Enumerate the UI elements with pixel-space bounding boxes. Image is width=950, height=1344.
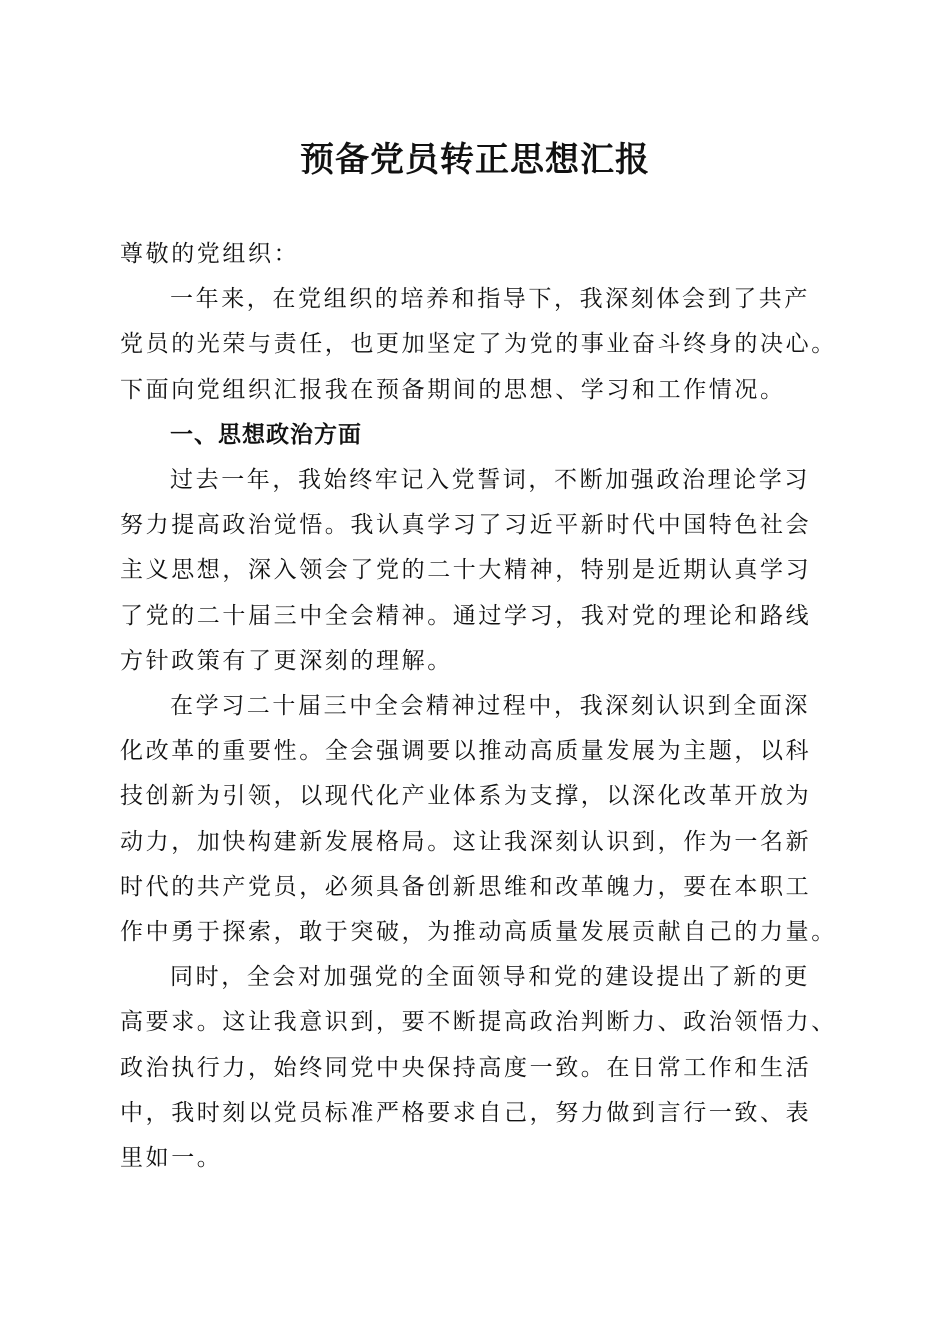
document-body [120, 232, 840, 1181]
salutation-line: 尊敬的党组织： [120, 241, 300, 267]
text-line: 化改革的重要性。全会强调要以推动高质量发展为主题，以科 [120, 738, 812, 765]
text-line: 努力提高政治觉悟。我认真学习了习近平新时代中国特色社会 [120, 512, 812, 539]
text-line: 中，我时刻以党员标准严格要求自己，努力做到言行一致、表 [120, 1099, 812, 1126]
text-line: 作中勇于探索，敢于突破，为推动高质量发展贡献自己的力量。 [120, 919, 837, 946]
text-line: 技创新为引领，以现代化产业体系为支撑，以深化改革开放为 [120, 783, 812, 810]
text-line: 动力，加快构建新发展格局。这让我深刻认识到，作为一名新 [120, 828, 812, 855]
section-heading [120, 413, 840, 458]
text-line: 过去一年，我始终牢记入党誓词，不断加强政治理论学习 [170, 467, 810, 494]
text-line: 党员的光荣与责任，也更加坚定了为党的事业奋斗终身的决心。 [120, 331, 837, 358]
text-line: 一年来，在党组织的培养和指导下，我深刻体会到了共产 [170, 286, 810, 313]
text-line: 下面向党组织汇报我在预备期间的思想、学习和工作情况。 [120, 376, 786, 403]
paragraph-3 [120, 955, 840, 1181]
text-line: 方针政策有了更深刻的理解。 [120, 647, 453, 674]
section-heading-text: 一、思想政治方面 [170, 421, 362, 448]
text-line: 了党的二十届三中全会精神。通过学习，我对党的理论和路线 [120, 602, 812, 629]
text-line: 主义思想，深入领会了党的二十大精神，特别是近期认真学习 [120, 557, 812, 584]
text-line: 高要求。这让我意识到，要不断提高政治判断力、政治领悟力、 [120, 1009, 837, 1036]
text-line: 政治执行力，始终同党中央保持高度一致。在日常工作和生活 [120, 1054, 812, 1081]
paragraph-1 [120, 458, 840, 684]
paragraph-2 [120, 684, 840, 955]
document-title: 预备党员转正思想汇报 [300, 140, 650, 180]
text-line: 里如一。 [120, 1145, 223, 1172]
text-line: 在学习二十届三中全会精神过程中，我深刻认识到全面深 [170, 693, 810, 720]
salutation [120, 232, 840, 277]
intro-paragraph [120, 277, 840, 413]
text-line: 同时，全会对加强党的全面领导和党的建设提出了新的更 [170, 964, 810, 991]
text-line: 时代的共产党员，必须具备创新思维和改革魄力，要在本职工 [120, 873, 812, 900]
